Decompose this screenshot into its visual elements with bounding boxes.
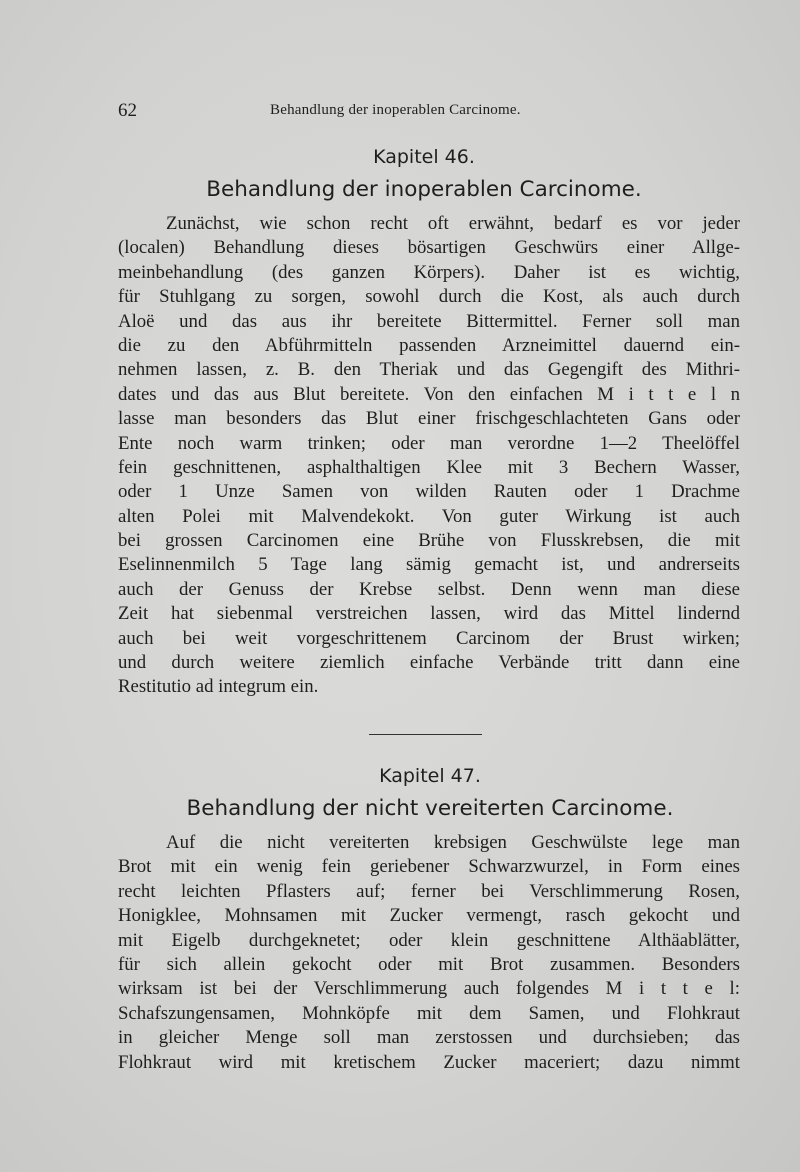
- text-line: Brot mit ein wenig fein geriebener Schwarzwurzel, in Form eines: [118, 856, 740, 878]
- text-line: recht leichten Pflasters auf; ferner bei Verschlimmerung Rosen,: [118, 880, 740, 902]
- text-line: Restitutio ad integrum ein.: [118, 676, 319, 698]
- text-line: oder 1 Unze Samen von wilden Rauten oder 1 Drachme: [118, 481, 740, 503]
- text-line: nehmen lassen, z. B. den Theriak und das Gegengift des Mithri-: [118, 359, 740, 381]
- text-line: fein geschnittenen, asphalthaltigen Klee mit 3 Bechern Wasser,: [118, 456, 740, 478]
- section-divider: [369, 734, 482, 735]
- text-line: und durch weitere ziemlich einfache Verbände tritt dann eine: [118, 652, 740, 674]
- text-line: für Stuhlgang zu sorgen, sowohl durch die Kost, als auch durch: [118, 286, 740, 308]
- text-line: wirksam ist bei der Verschlimmerung auch folgendes M i t t e l:: [118, 978, 740, 1000]
- text-line: dates und das aus Blut bereitete. Von den einfachen M i t t e l n: [118, 383, 740, 405]
- chapter-title-47: Behandlung der nicht vereiterten Carcinome.: [186, 796, 674, 821]
- text-line: lasse man besonders das Blut einer frischgeschlachteten Gans oder: [118, 408, 740, 430]
- text-line: Flohkraut wird mit kretischem Zucker maceriert; dazu nimmt: [118, 1051, 740, 1073]
- text-line: meinbehandlung (des ganzen Körpers). Daher ist es wichtig,: [118, 261, 740, 283]
- text-line: auch der Genuss der Krebse selbst. Denn wenn man diese: [118, 578, 740, 600]
- text-line: Auf die nicht vereiterten krebsigen Geschwülste lege man: [166, 832, 740, 853]
- page-header: [118, 100, 738, 124]
- running-head: Behandlung der inoperablen Carcinome.: [270, 102, 521, 118]
- text-line: Zeit hat siebenmal verstreichen lassen, wird das Mittel lindernd: [118, 603, 740, 625]
- text-line: Aloë und das aus ihr bereitete Bittermittel. Ferner soll man: [118, 310, 740, 332]
- paragraph-47: [118, 831, 740, 1075]
- text-line: Honigklee, Mohnsamen mit Zucker vermengt, rasch gekocht und: [118, 905, 740, 927]
- text-line: in gleicher Menge soll man zerstossen und durchsieben; das: [118, 1027, 740, 1049]
- text-line: Zunächst, wie schon recht oft erwähnt, bedarf es vor jeder: [166, 213, 740, 234]
- paragraph-46: [118, 212, 740, 700]
- text-line: (localen) Behandlung dieses bösartigen Geschwürs einer Allge-: [118, 237, 740, 259]
- text-line: Ente noch warm trinken; oder man verordne 1—2 Theelöffel: [118, 432, 740, 454]
- text-line: Eselinnenmilch 5 Tage lang sämig gemacht ist, und andrerseits: [118, 554, 740, 576]
- chapter-heading-47: Kapitel 47.: [379, 765, 481, 787]
- text-line: Schafszungensamen, Mohnköpfe mit dem Samen, und Flohkraut: [118, 1002, 740, 1024]
- text-line: für sich allein gekocht oder mit Brot zusammen. Besonders: [118, 953, 740, 975]
- chapter-heading-46: Kapitel 46.: [373, 146, 475, 168]
- text-line: auch bei weit vorgeschrittenem Carcinom der Brust wirken;: [118, 627, 740, 649]
- page-number: 62: [118, 100, 137, 121]
- text-line: die zu den Abführmitteln passenden Arzneimittel dauernd ein-: [118, 334, 740, 356]
- text-line: bei grossen Carcinomen eine Brühe von Flusskrebsen, die mit: [118, 530, 740, 552]
- chapter-title-46: Behandlung der inoperablen Carcinome.: [206, 177, 642, 202]
- text-line: mit Eigelb durchgeknetet; oder klein geschnittene Althäablätter,: [118, 929, 740, 951]
- text-line: alten Polei mit Malvendekokt. Von guter Wirkung ist auch: [118, 505, 740, 527]
